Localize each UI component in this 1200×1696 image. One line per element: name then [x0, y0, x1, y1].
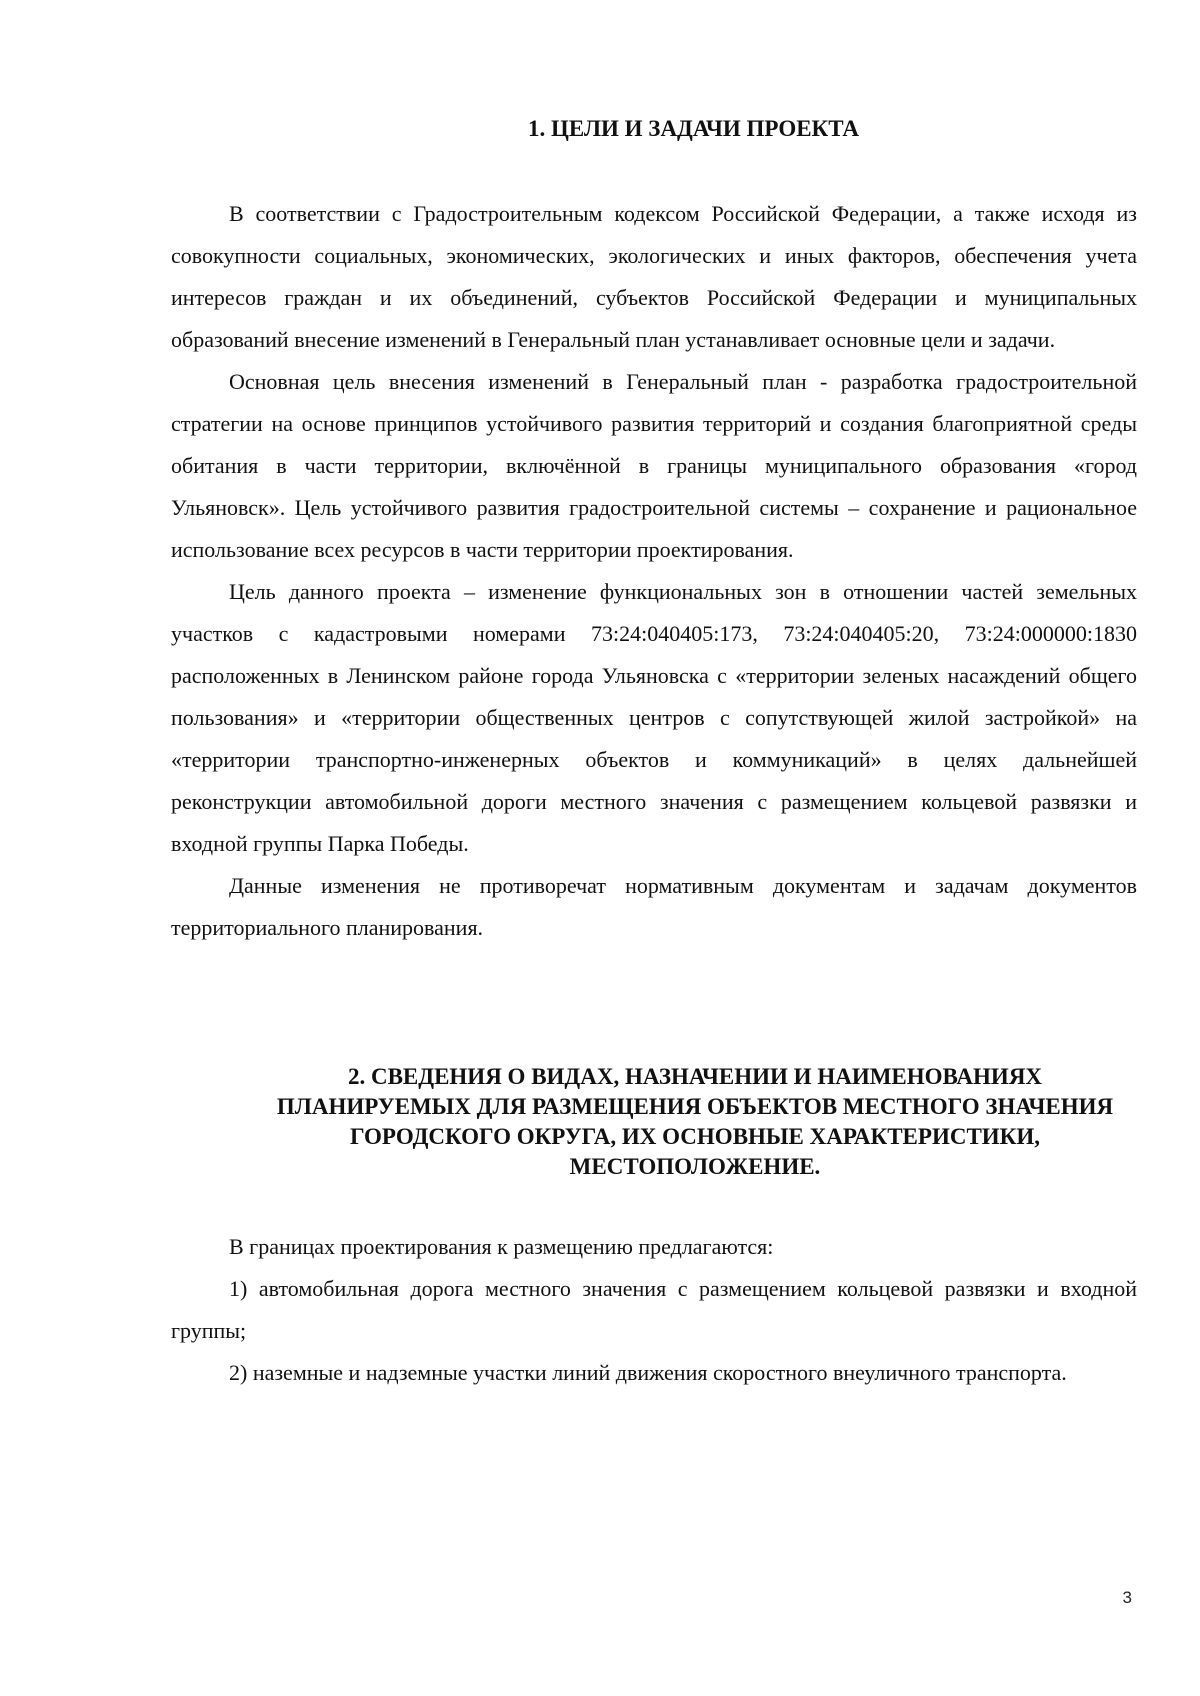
- list-item: 2) наземные и надземные участки линий движения скоростного внеуличного транспорта.: [229, 1360, 1067, 1385]
- paragraph: Основная цель внесения изменений в Генеральный план - разработка градостроительной стратегии на основе принципов устойчивого развития территорий и создания благоприятной среды обитания в части территории, включённой в границы муниципального образования «город Ульяновск». Цель устойчивого развития градостроительной системы – сохранение и рациональное использование всех ресурсов в части территории проектирования.: [171, 369, 1137, 562]
- list-item: 1) автомобильная дорога местного значения с размещением кольцевой развязки и входной группы;: [171, 1276, 1137, 1343]
- section-2-title-line: ПЛАНИРУЕМЫХ ДЛЯ РАЗМЕЩЕНИЯ ОБЪЕКТОВ МЕСТНОГО ЗНАЧЕНИЯ: [276, 1094, 1114, 1119]
- paragraph: Данные изменения не противоречат нормативным документам и задачам документов территориального планирования.: [171, 873, 1137, 940]
- section-1-title: 1. ЦЕЛИ И ЗАДАЧИ ПРОЕКТА: [527, 116, 860, 141]
- section-2-title-line: 2. СВЕДЕНИЯ О ВИДАХ, НАЗНАЧЕНИИ И НАИМЕНОВАНИЯХ: [347, 1064, 1043, 1089]
- section-2-title-line: ГОРОДСКОГО ОКРУГА, ИХ ОСНОВНЫЕ ХАРАКТЕРИСТИКИ,: [349, 1124, 1040, 1149]
- paragraph: В границах проектирования к размещению предлагаются:: [229, 1234, 774, 1259]
- section-1-body: [171, 193, 1137, 949]
- paragraph: Цель данного проекта – изменение функциональных зон в отношении частей земельных участков с кадастровыми номерами 73:24:040405:173, 73:24:040405:20, 73:24:000000:1830 расположенных в Ленинском районе города Ульяновска с «территории зеленых насаждений общего пользования» и «территории общественных центров с сопутствующей жилой застройкой» на «территории транспортно-инженерных объектов и коммуникаций» в целях дальнейшей реконструкции автомобильной дороги местного значения с размещением кольцевой развязки и входной группы Парка Победы.: [171, 579, 1137, 856]
- section-2-title: [230, 1062, 1160, 1182]
- page-number: 3: [1122, 1588, 1132, 1607]
- section-2-body: [171, 1226, 1137, 1394]
- paragraph: В соответствии с Градостроительным кодексом Российской Федерации, а также исходя из совокупности социальных, экономических, экологических и иных факторов, обеспечения учета интересов граждан и их объединений, субъектов Российской Федерации и муниципальных образований внесение изменений в Генеральный план устанавливает основные цели и задачи.: [171, 201, 1137, 352]
- section-2-title-line: МЕСТОПОЛОЖЕНИЕ.: [569, 1154, 821, 1179]
